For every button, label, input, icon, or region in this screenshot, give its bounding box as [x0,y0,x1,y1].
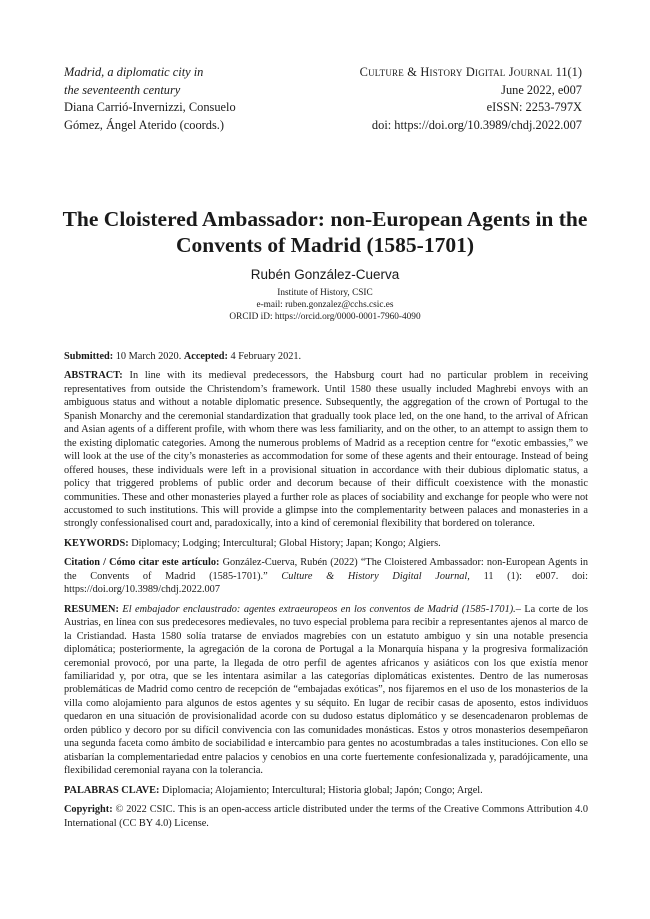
palabras-text: Diplomacia; Alojamiento; Intercultural; Historia global; Japón; Congo; Argel. [162,784,483,796]
volume-title-line-2: the seventeenth century [64,82,181,97]
abstract [64,369,588,530]
keywords [64,537,588,550]
palabras-clave [64,784,588,797]
abstract-text: In line with its medieval predecessors, the Habsburg court had no particular problem in receiving representatives from outside the Christendom’s framework. Until 1580 these usually included Maghrebi envoys with an ambiguous status and without a notable diplomatic presence. Subsequently, the aggregation of the crown of Portugal to the Spanish Monarchy and the ceremonial standardization that gradually took place led, on the one hand, to the arrival of African and Asian agents of a different profile, with whom there was less familiarity, and on the other, to an attempt to assign them to the existing diplomatic categories. Among the numerous problems of Madrid as a reception centre for “exotic embassies,” we will look at the use of the city’s monasteries as accommodation for some of these agents and their entourage. Instead of being offered houses, these individuals were left in a provisional situation in accordance with their dubious diplomatic status, a policy that triggered problems of public order and decorum because of their difficult coexistence with the monastic communities. These and other monasteries played a further role as places of sociability and exchange for people who were not accustomed to such institutions. This will provide a glimpse into the complementarity between palaces and monasteries in a strongly confessionalised court and, paradoxically, into a kind of ceremonial flexibility that bordered on tolerance. [64,370,588,530]
abstract-label: ABSTRACT: [64,370,123,382]
citation-text-before: González-Cuerva, Rubén (2022) “The Cloistered Ambassador: non-European Agents in the Convents of Madrid (1585-1701).” [64,557,588,582]
publication-date: June 2022, e007 [501,82,582,97]
article-front-matter [64,350,588,836]
citation-journal: Culture & History Digital Journal, [281,570,470,582]
journal-line [252,64,582,82]
journal-name: Culture & History Digital Journal [359,65,553,79]
copyright-text: © 2022 CSIC. This is an open-access article distributed under the terms of the Creative Commons Attribution 4.0 International (CC BY 4.0) License. [64,804,588,829]
resumen-label: RESUMEN: [64,603,119,615]
author-email[interactable]: e-mail: ruben.gonzalez@cchs.csic.es [256,300,394,311]
copyright [64,803,588,830]
article-title [60,206,590,258]
accepted-label: Accepted: [183,351,228,362]
volume-title-line-1: Madrid, a diplomatic city in [64,65,204,79]
submitted-label: Submitted: [64,351,114,362]
volume-editors-line-1: Diana Carrió-Invernizzi, Consuelo [64,100,236,114]
institute: Institute of History, CSIC [277,288,373,298]
citation [64,556,588,596]
submission-dates [64,350,588,363]
copyright-label: Copyright: [64,804,113,816]
accepted-date: 4 February 2021. [230,351,302,362]
keywords-label: KEYWORDS: [64,537,129,549]
author-affiliation [0,287,650,324]
palabras-label: PALABRAS CLAVE: [64,784,160,796]
journal-issue: 11(1) [555,65,582,79]
volume-editors-line-2: Gómez, Ángel Aterido (coords.) [64,117,225,132]
article-title-line-2: Convents of Madrid (1585-1701) [176,233,474,257]
article-title-line-1: The Cloistered Ambassador: non-European Agents in the [62,207,588,231]
doi-link[interactable]: doi: https://doi.org/10.3989/chdj.2022.007 [371,117,582,132]
author-name: Rubén González-Cuerva [250,267,400,282]
citation-text-after: 11 (1): e007. doi: https://doi.org/10.3989/chdj.2022.007 [64,570,588,596]
citation-label: Citation / Cómo citar este artículo: [64,557,220,569]
journal-info [252,64,582,134]
submitted-date: 10 March 2020. [115,351,182,362]
resumen-title: El embajador enclaustrado: agentes extraeuropeos en los conventos de Madrid (1585-1701). [122,603,516,615]
orcid[interactable]: ORCID iD: https://orcid.org/0000-0001-7960-4090 [229,312,421,323]
resumen-text: – La corte de los Austrias, en línea con sus predecesores medievales, no tuvo especial problema para recibir a representantes ajenos al marco de la Cristiandad. Hasta 1580 solía tratarse de enviados magrebíes con un estatuto ambiguo y sin una notable presencia diplomática; posteriormente, la agregación de la corona de Portugal a la Monarquía hispana y la progresiva formalización ceremonial provocó, por una parte, la llegada de otro perfil de agentes africanos y asiáticos con los que existía menor familiaridad y, por otra, que se les intentara asimilar a las categorías diplomáticas existentes. Dentro de las numerosas problemáticas de Madrid como centro de recepción de “embajadas exóticas”, nos fijaremos en el uso de los monasterios de la villa como alojamiento para algunos de estos agentes y su séquito. En lugar de recibir casas de aposento, estos individuos quedaron en una situación de provisionalidad acorde con su dudoso estatus diplomático y se desencadenaron problemas de orden público y decoro por su difícil convivencia con las comunidades monásticas. Estos y otros monasterios desempeñaron una segunda faceta como ámbito de sociabilidad e intercambio para gentes no acostumbradas a tales instituciones. Con ello se atisbarían la complementariedad entre palacios y cenobios en una corte fuertemente confesionalizada y, paradójicamente, una flexibilidad ceremonial rayana con la tolerancia. [64,603,589,777]
eissn: eISSN: 2253-797X [486,100,582,114]
keywords-text: Diplomacy; Lodging; Intercultural; Global History; Japan; Kongo; Algiers. [131,537,441,549]
resumen [64,603,588,778]
